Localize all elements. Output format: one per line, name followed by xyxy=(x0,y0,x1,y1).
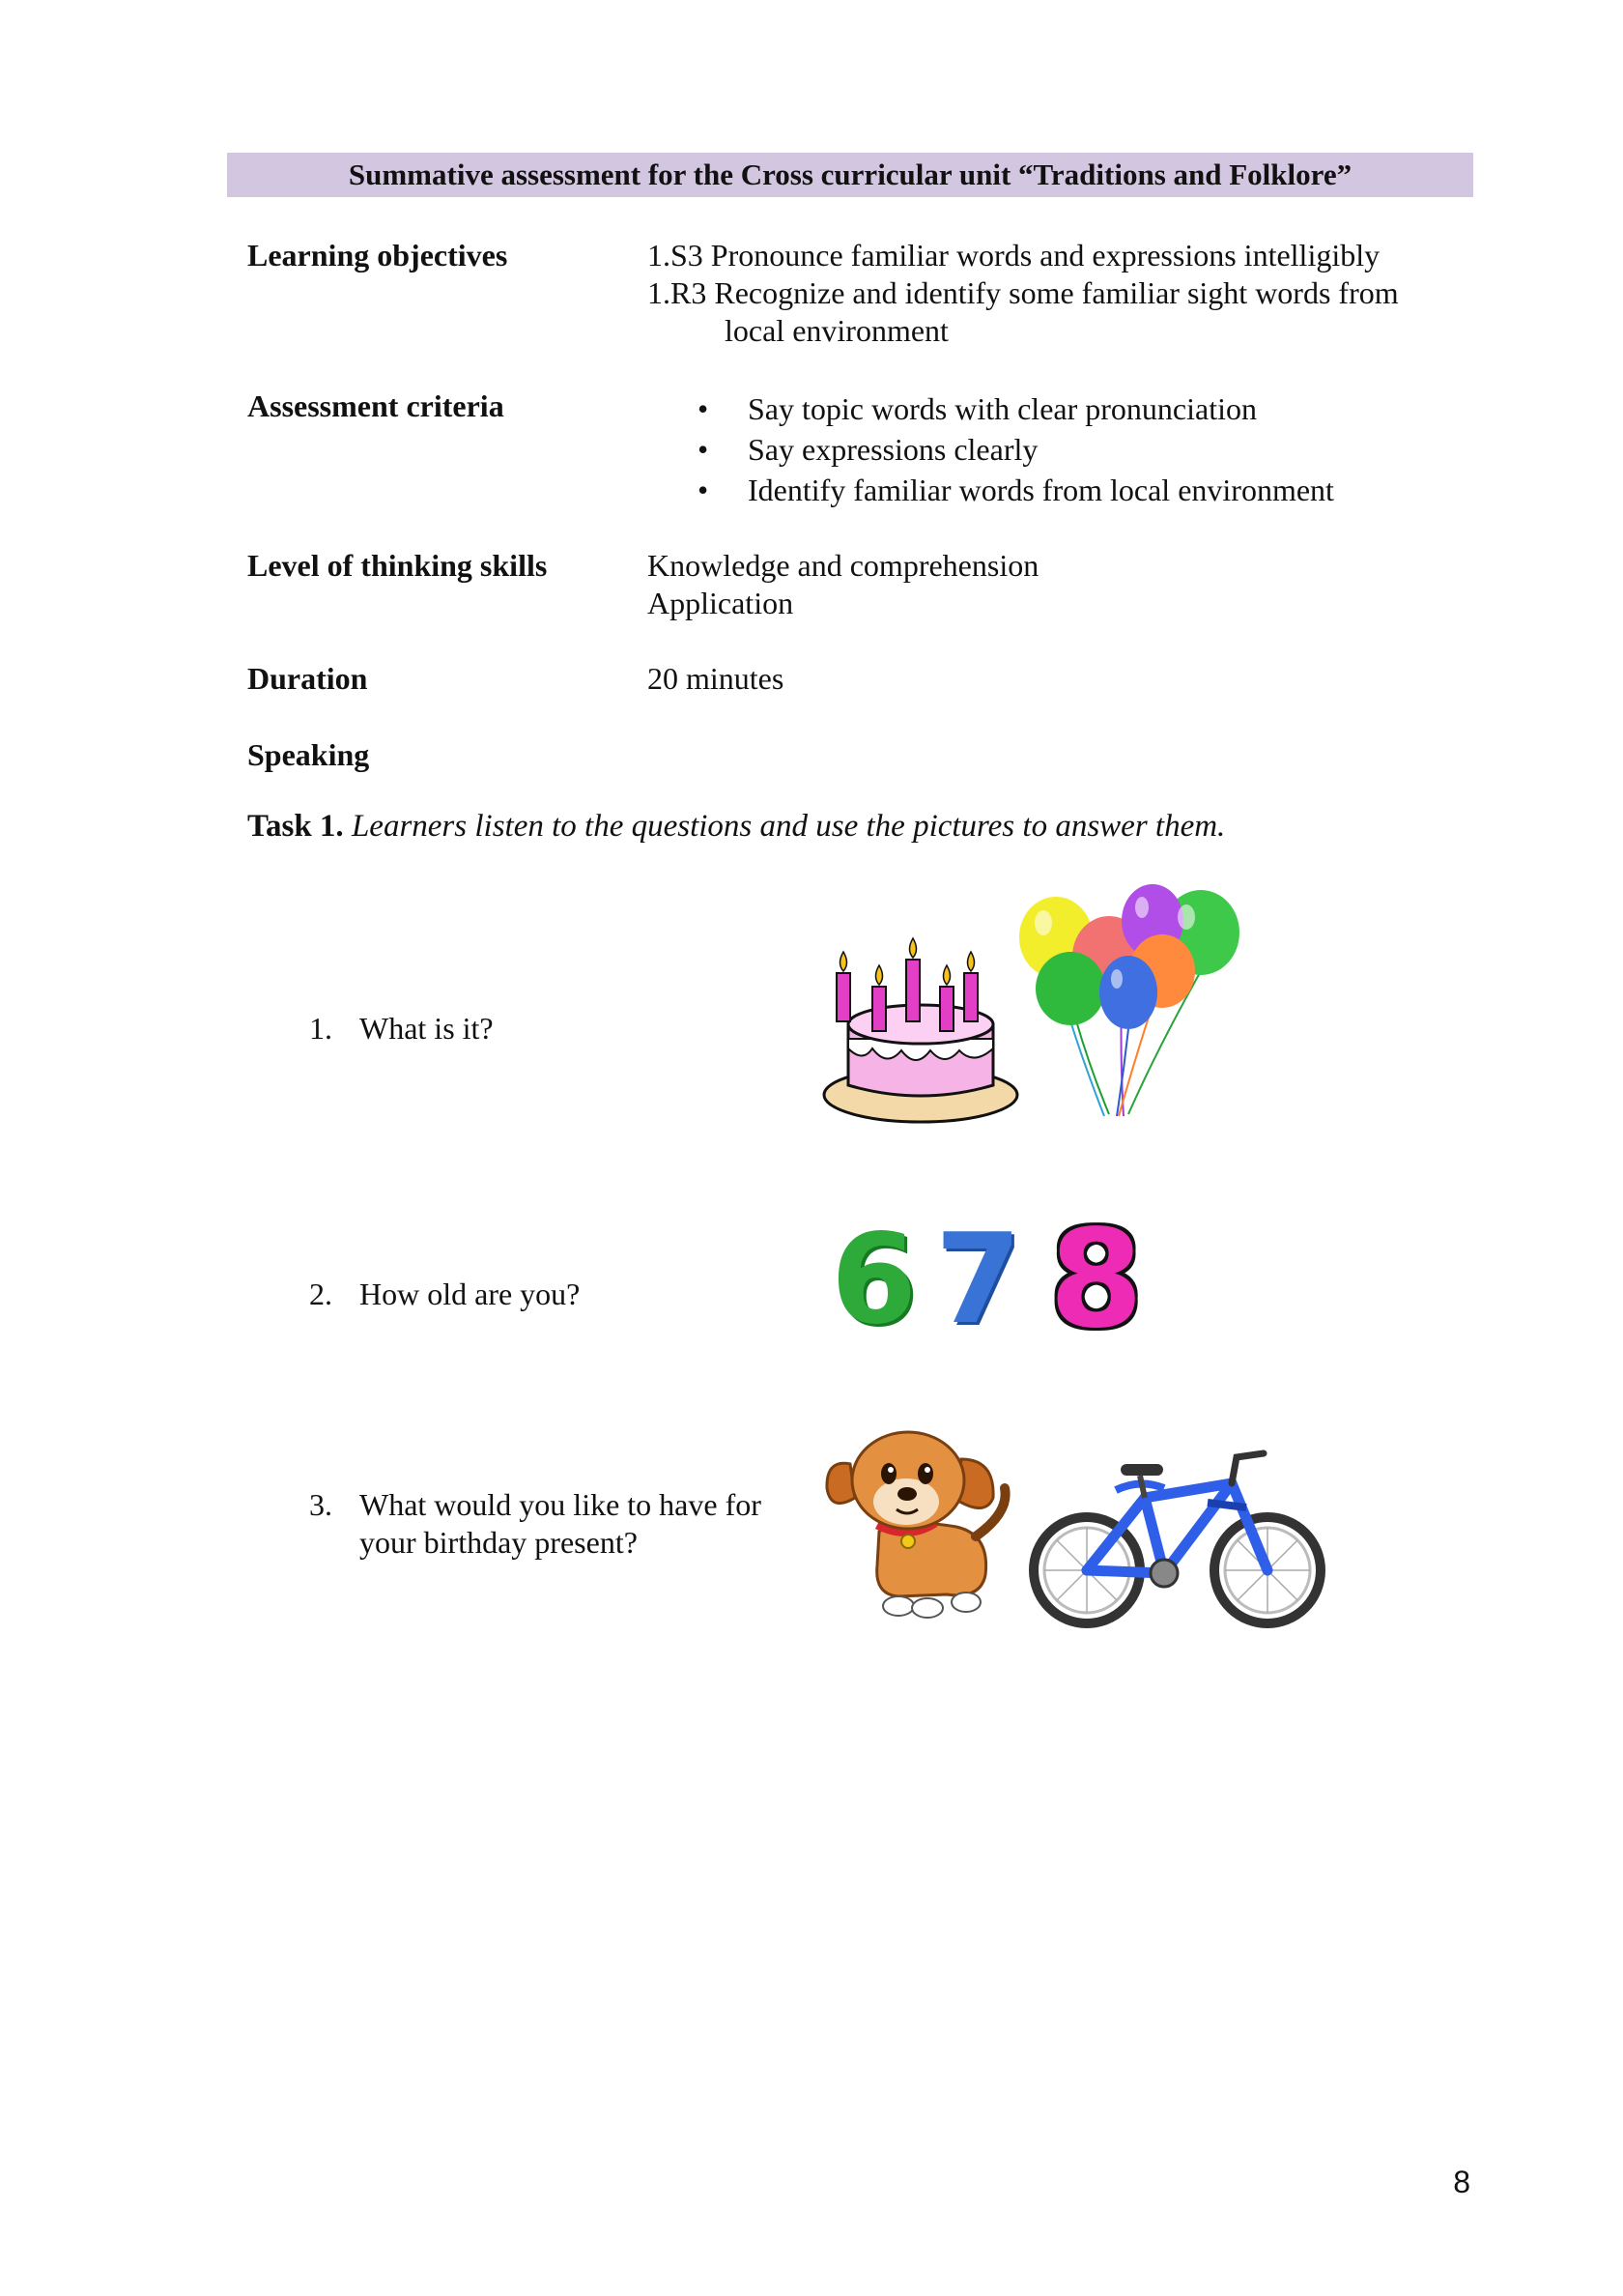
bicycle-picture xyxy=(1024,1440,1333,1633)
learning-objectives-value xyxy=(647,237,1517,350)
number-six: 6 xyxy=(831,1208,918,1352)
thinking-skills-label: Level of thinking skills xyxy=(247,548,548,583)
question-text-line: What would you like to have for xyxy=(359,1487,761,1522)
duration-value: 20 minutes xyxy=(647,661,784,696)
puppy-picture xyxy=(821,1421,1024,1623)
page-number: 8 xyxy=(1453,2165,1470,2199)
question-number: 1. xyxy=(309,1011,332,1046)
criteria-list xyxy=(647,390,1517,512)
thinking-skill-line: Knowledge and comprehension xyxy=(647,548,1039,583)
learning-objectives-label: Learning objectives xyxy=(247,238,508,273)
section-heading: Speaking xyxy=(247,737,370,772)
number-seven: 7 xyxy=(935,1208,1022,1352)
question-text: What is it? xyxy=(359,1011,494,1046)
thinking-skill-line: Application xyxy=(647,586,794,620)
question-text: How old are you? xyxy=(359,1277,581,1311)
objective-line: 1.S3 Pronounce familiar words and expressions intelligibly xyxy=(647,238,1381,273)
question-number: 3. xyxy=(309,1487,332,1522)
task-number: Task 1. xyxy=(247,809,344,844)
assessment-criteria-label: Assessment criteria xyxy=(247,388,504,423)
criteria-item: • Say expressions clearly xyxy=(647,431,1517,472)
task-text: Learners listen to the questions and use the pictures to answer them. xyxy=(351,809,1226,844)
document-title: Summative assessment for the Cross curricular unit “Traditions and Folklore” xyxy=(227,153,1473,197)
numbers-picture xyxy=(831,1201,1150,1359)
criteria-item: • Say topic words with clear pronunciation xyxy=(647,390,1517,431)
question-text-line: your birthday present? xyxy=(359,1525,638,1560)
assessment-criteria-value xyxy=(647,390,1517,512)
question-number: 2. xyxy=(309,1277,332,1311)
thinking-skills-value xyxy=(647,547,1517,622)
objective-line: 1.R3 Recognize and identify some familiar sight words from xyxy=(647,275,1399,310)
task-instruction xyxy=(247,809,1225,845)
birthday-cake-picture xyxy=(819,933,1022,1128)
number-eight: 8 xyxy=(1049,1201,1144,1359)
balloons-picture xyxy=(1012,884,1249,1126)
duration-label: Duration xyxy=(247,661,368,696)
question-text xyxy=(359,1486,813,1562)
criteria-item: • Identify familiar words from local environment xyxy=(647,472,1517,512)
objective-line: local environment xyxy=(725,313,949,348)
